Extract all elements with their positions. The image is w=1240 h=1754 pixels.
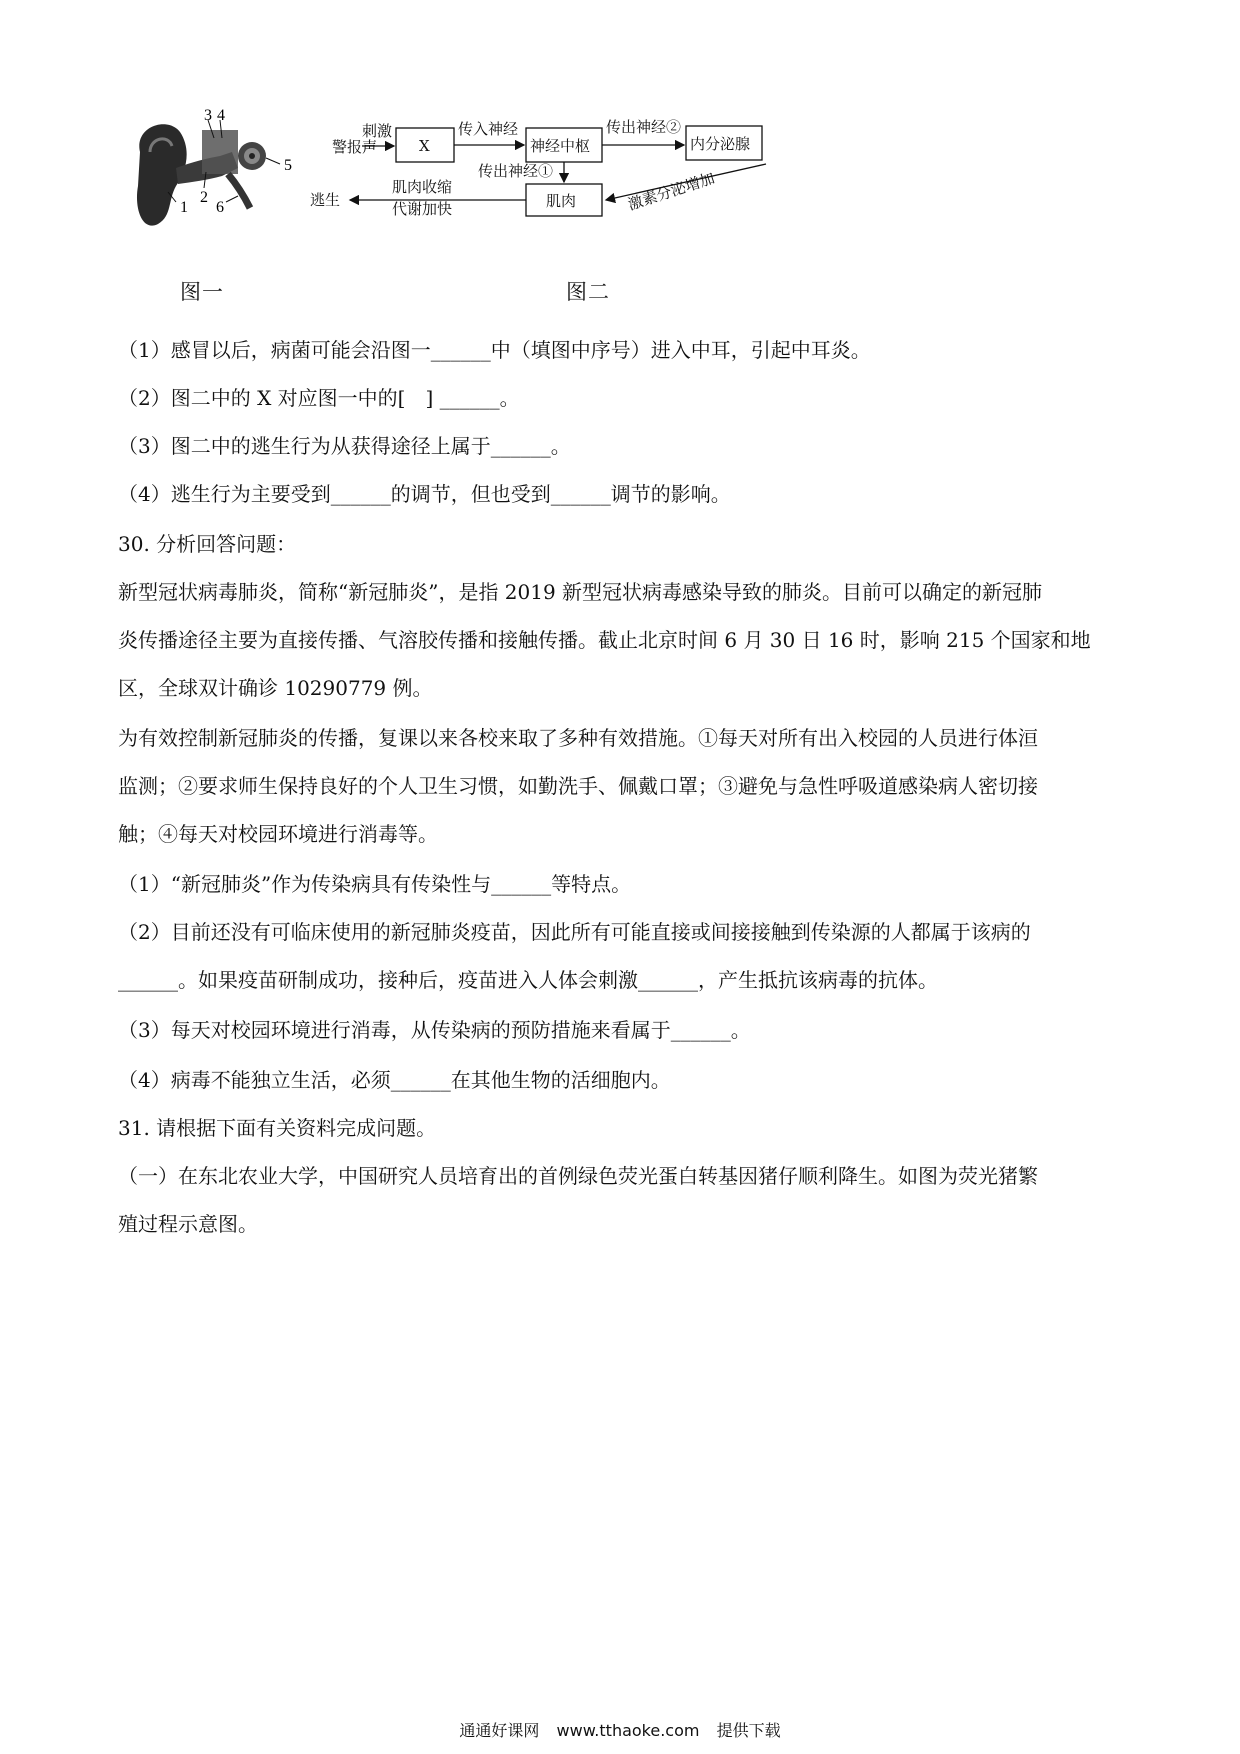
footer-tagline: 提供下载 bbox=[716, 1721, 781, 1740]
endocrine-label: 内分泌腺 bbox=[690, 135, 751, 153]
stimulus-label: 刺激 bbox=[362, 122, 393, 140]
q30-sub4: （4）病毒不能独立生活，必须______在其他生物的活细胞内。 bbox=[118, 1068, 671, 1092]
label-3: 3 bbox=[204, 107, 212, 124]
contract2-label: 代谢加快 bbox=[392, 200, 453, 218]
label-2: 2 bbox=[200, 189, 208, 206]
figure2-caption: 图二 bbox=[566, 280, 610, 304]
q30-para1-line2: 炎传播途径主要为直接传播、气溶胶传播和接触传播。截止北京时间 6 月 30 日 16 时，影响 215 个国家和地 bbox=[118, 628, 1091, 652]
figure1-caption: 图一 bbox=[180, 280, 224, 304]
label-6: 6 bbox=[216, 199, 224, 216]
q31-line1: （一）在东北农业大学，中国研究人员培育出的首例绿色荧光蛋白转基因猪仔顺利降生。如图为荧光猪繁 bbox=[118, 1164, 1038, 1188]
label-4: 4 bbox=[217, 107, 225, 124]
q31-title: 31. 请根据下面有关资料完成问题。 bbox=[118, 1116, 437, 1140]
q30-para2-line2: 监测；②要求师生保持良好的个人卫生习惯，如勤洗手、佩戴口罩；③避免与急性呼吸道感染病人密切接 bbox=[118, 774, 1038, 798]
eustachian-tube-shape bbox=[228, 174, 250, 208]
page-footer bbox=[0, 1718, 1240, 1741]
nerve-center-label: 神经中枢 bbox=[530, 137, 591, 155]
x-box-label: X bbox=[419, 137, 430, 155]
ear-anatomy-figure bbox=[128, 107, 328, 242]
contract1-label: 肌肉收缩 bbox=[392, 178, 453, 196]
footer-site-name: 通通好课网 bbox=[459, 1721, 540, 1740]
q30-para1-line1: 新型冠状病毒肺炎，简称“新冠肺炎”，是指 2019 新型冠状病毒感染导致的肺炎。目前可以确定的新冠肺 bbox=[118, 580, 1043, 604]
q30-para1-line3: 区，全球双计确诊 10290779 例。 bbox=[118, 676, 433, 700]
q30-title: 30. 分析回答问题： bbox=[118, 532, 297, 556]
alarm-label: 警报声 bbox=[332, 138, 378, 156]
q30-sub3: （3）每天对校园环境进行消毒，从传染病的预防措施来看属于______。 bbox=[118, 1018, 751, 1042]
efferent1-label: 传出神经① bbox=[478, 162, 554, 180]
q29-sub2: （2）图二中的 X 对应图一中的[ ] ______。 bbox=[118, 386, 520, 410]
q30-sub2-cont: ______。如果疫苗研制成功，接种后，疫苗进入人体会刺激______，产生抵抗该病毒的抗体。 bbox=[118, 968, 938, 992]
efferent2-label: 传出神经② bbox=[606, 118, 682, 136]
label-1: 1 bbox=[180, 199, 188, 216]
q29-sub1: （1）感冒以后，病菌可能会沿图一______中（填图中序号）进入中耳，引起中耳炎。 bbox=[118, 338, 871, 362]
muscle-label: 肌肉 bbox=[546, 192, 577, 210]
q30-sub1: （1）“新冠肺炎”作为传染病具有传染性与______等特点。 bbox=[118, 872, 632, 896]
q31-line2: 殖过程示意图。 bbox=[118, 1212, 258, 1236]
label-5: 5 bbox=[284, 157, 292, 174]
q30-sub2: （2）目前还没有可临床使用的新冠肺炎疫苗，因此所有可能直接或间接接触到传染源的人都属于该病的 bbox=[118, 920, 1031, 944]
escape-label: 逃生 bbox=[310, 191, 341, 209]
q30-para2-line3: 触；④每天对校园环境进行消毒等。 bbox=[118, 822, 438, 846]
q30-para2-line1: 为有效控制新冠肺炎的传播，复课以来各校来取了多种有效措施。①每天对所有出入校园的人员进行体洹 bbox=[118, 726, 1038, 750]
footer-url[interactable]: www.tthaoke.com bbox=[556, 1721, 700, 1740]
q29-sub4: （4）逃生行为主要受到______的调节，但也受到______调节的影响。 bbox=[118, 482, 731, 506]
reflex-flow-diagram bbox=[310, 112, 878, 242]
q29-sub3: （3）图二中的逃生行为从获得途径上属于______。 bbox=[118, 434, 571, 458]
afferent-label: 传入神经 bbox=[458, 120, 519, 138]
hormone-label: 激素分泌增加 bbox=[625, 168, 717, 214]
